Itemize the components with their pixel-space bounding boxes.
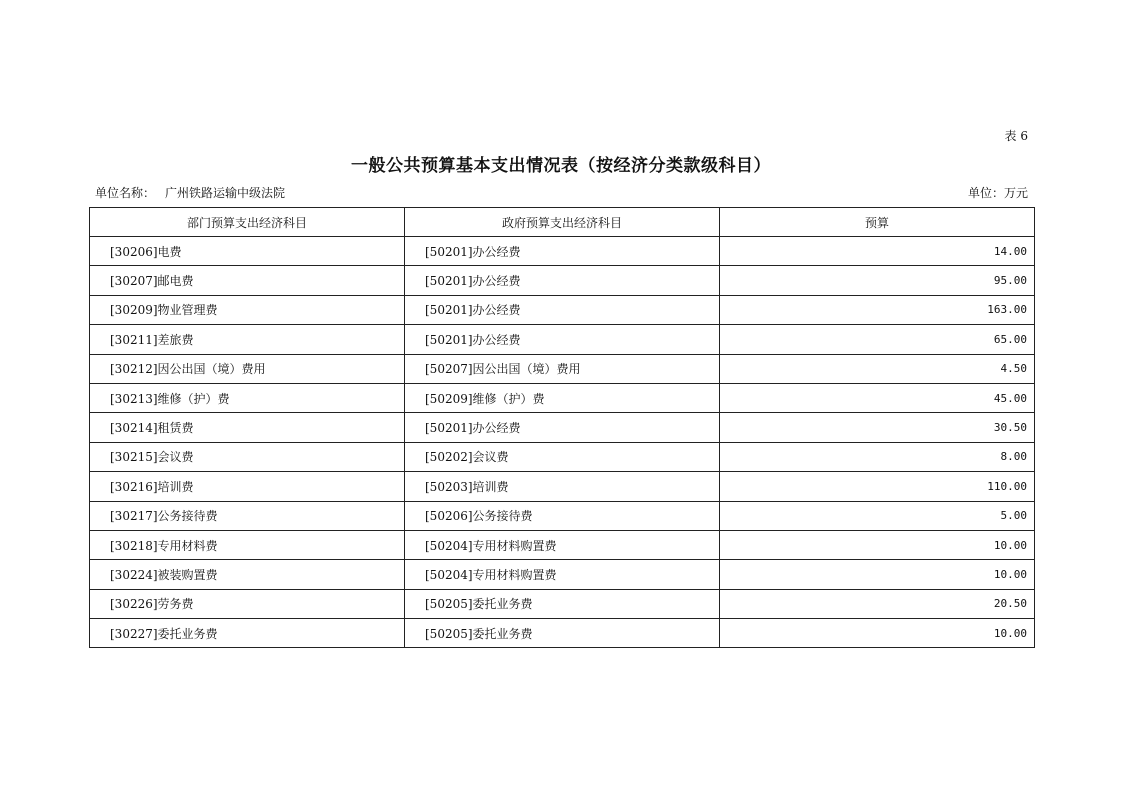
dept-subject-cell: [30227]委托业务费	[90, 619, 405, 648]
table-row	[90, 266, 1035, 295]
gov-subject-cell: [50201]办公经费	[405, 325, 720, 354]
dept-subject-cell: [30209]物业管理费	[90, 295, 405, 324]
dept-subject-cell: [30224]被装购置费	[90, 560, 405, 589]
dept-subject-cell: [30214]租赁费	[90, 413, 405, 442]
gov-subject-cell: [50209]维修（护）费	[405, 383, 720, 412]
gov-subject-cell: [50205]委托业务费	[405, 589, 720, 618]
header-gov-subject: 政府预算支出经济科目	[405, 208, 720, 237]
gov-subject-cell: [50202]会议费	[405, 442, 720, 471]
table-row	[90, 501, 1035, 530]
dept-subject-cell: [30215]会议费	[90, 442, 405, 471]
table-row	[90, 413, 1035, 442]
page-title: 一般公共预算基本支出情况表（按经济分类款级科目）	[351, 156, 771, 176]
budget-amount-cell: 163.00	[720, 295, 1035, 324]
currency-unit: 单位：万元	[967, 186, 1028, 200]
gov-subject-cell: [50201]办公经费	[405, 295, 720, 324]
table-row	[90, 383, 1035, 412]
dept-subject-cell: [30207]邮电费	[90, 266, 405, 295]
budget-amount-cell: 8.00	[720, 442, 1035, 471]
dept-subject-cell: [30206]电费	[90, 237, 405, 266]
budget-amount-cell: 65.00	[720, 325, 1035, 354]
gov-subject-cell: [50204]专用材料购置费	[405, 530, 720, 559]
dept-subject-cell: [30216]培训费	[90, 472, 405, 501]
gov-subject-cell: [50201]办公经费	[405, 237, 720, 266]
table-number: 表 6	[1004, 129, 1028, 143]
gov-subject-cell: [50203]培训费	[405, 472, 720, 501]
table-header-row	[90, 208, 1035, 237]
dept-subject-cell: [30213]维修（护）费	[90, 383, 405, 412]
budget-amount-cell: 45.00	[720, 383, 1035, 412]
table-row	[90, 589, 1035, 618]
dept-subject-cell: [30217]公务接待费	[90, 501, 405, 530]
budget-amount-cell: 10.00	[720, 560, 1035, 589]
budget-amount-cell: 4.50	[720, 354, 1035, 383]
budget-amount-cell: 110.00	[720, 472, 1035, 501]
budget-amount-cell: 30.50	[720, 413, 1035, 442]
budget-amount-cell: 95.00	[720, 266, 1035, 295]
dept-subject-cell: [30226]劳务费	[90, 589, 405, 618]
budget-amount-cell: 14.00	[720, 237, 1035, 266]
header-budget: 预算	[720, 208, 1035, 237]
table-row	[90, 354, 1035, 383]
gov-subject-cell: [50201]办公经费	[405, 413, 720, 442]
gov-subject-cell: [50207]因公出国（境）费用	[405, 354, 720, 383]
gov-subject-cell: [50204]专用材料购置费	[405, 560, 720, 589]
unit-name-value: 广州铁路运输中级法院	[165, 186, 286, 200]
dept-subject-cell: [30218]专用材料费	[90, 530, 405, 559]
budget-amount-cell: 5.00	[720, 501, 1035, 530]
table-row	[90, 619, 1035, 648]
dept-subject-cell: [30212]因公出国（境）费用	[90, 354, 405, 383]
table-row	[90, 237, 1035, 266]
header-dept-subject: 部门预算支出经济科目	[90, 208, 405, 237]
table-row	[90, 560, 1035, 589]
budget-amount-cell: 10.00	[720, 530, 1035, 559]
table-row	[90, 442, 1035, 471]
table-row	[90, 325, 1035, 354]
gov-subject-cell: [50206]公务接待费	[405, 501, 720, 530]
budget-amount-cell: 20.50	[720, 589, 1035, 618]
table-row	[90, 472, 1035, 501]
gov-subject-cell: [50201]办公经费	[405, 266, 720, 295]
budget-table	[89, 207, 1035, 648]
budget-amount-cell: 10.00	[720, 619, 1035, 648]
unit-name-line	[95, 184, 285, 201]
gov-subject-cell: [50205]委托业务费	[405, 619, 720, 648]
unit-name-label: 单位名称：	[95, 186, 156, 200]
table-row	[90, 295, 1035, 324]
dept-subject-cell: [30211]差旅费	[90, 325, 405, 354]
table-row	[90, 530, 1035, 559]
